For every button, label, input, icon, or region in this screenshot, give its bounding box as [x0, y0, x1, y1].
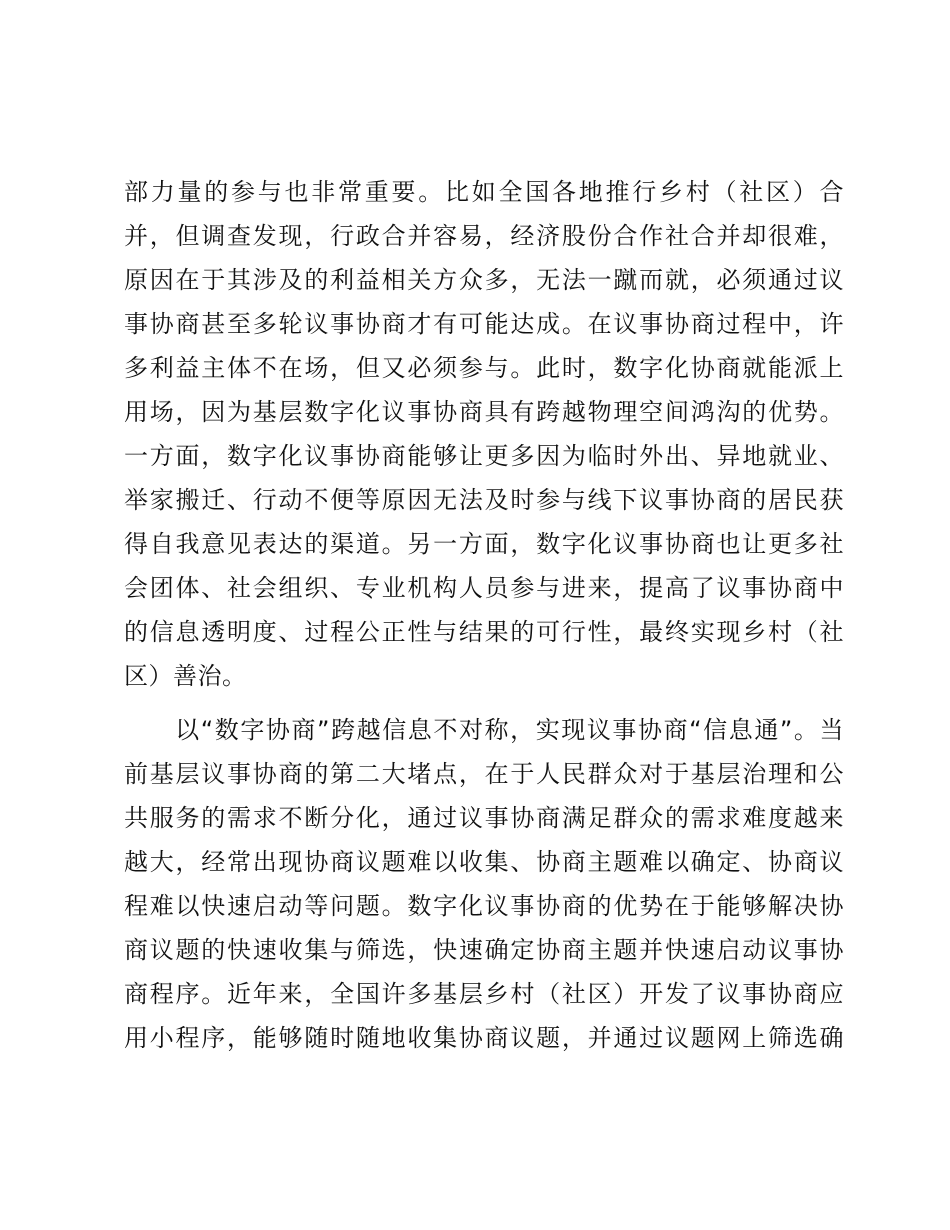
text-line: 得自我意见表达的渠道。另一方面，数字化议事协商也让更多社 — [124, 530, 844, 558]
text-line: 用场，因为基层数字化议事协商具有跨越物理空间鸿沟的优势。 — [124, 398, 844, 426]
text-line: 以“数字协商”跨越信息不对称，实现议事协商“信息通”。当 — [124, 716, 844, 744]
text-line: 越大，经常出现协商议题难以收集、协商主题难以确定、协商议 — [124, 848, 844, 876]
text-line: 部力量的参与也非常重要。比如全国各地推行乡村（社区）合 — [124, 178, 844, 206]
text-line: 多利益主体不在场，但又必须参与。此时，数字化协商就能派上 — [124, 354, 844, 382]
text-line: 共服务的需求不断分化，通过议事协商满足群众的需求难度越来 — [124, 804, 844, 832]
text-line: 一方面，数字化议事协商能够让更多因为临时外出、异地就业、 — [124, 442, 844, 470]
text-line: 会团体、社会组织、专业机构人员参与进来，提高了议事协商中 — [124, 574, 844, 602]
paragraph-1 — [124, 170, 844, 698]
text-line: 原因在于其涉及的利益相关方众多，无法一蹴而就，必须通过议 — [124, 266, 844, 294]
text-line: 并，但调查发现，行政合并容易，经济股份合作社合并却很难， — [124, 222, 844, 250]
text-line: 商程序。近年来，全国许多基层乡村（社区）开发了议事协商应 — [124, 980, 844, 1008]
text-line: 事协商甚至多轮议事协商才有可能达成。在议事协商过程中，许 — [124, 310, 844, 338]
text-line: 前基层议事协商的第二大堵点，在于人民群众对于基层治理和公 — [124, 760, 844, 788]
text-line: 商议题的快速收集与筛选，快速确定协商主题并快速启动议事协 — [124, 936, 844, 964]
text-line: 举家搬迁、行动不便等原因无法及时参与线下议事协商的居民获 — [124, 486, 844, 514]
paragraph-spacer — [124, 698, 844, 708]
paragraph-2 — [124, 708, 844, 1060]
text-line: 程难以快速启动等问题。数字化议事协商的优势在于能够解决协 — [124, 892, 844, 920]
text-line: 的信息透明度、过程公正性与结果的可行性，最终实现乡村（社 — [124, 618, 844, 646]
text-line: 区）善治。 — [124, 662, 247, 690]
text-line: 用小程序，能够随时随地收集协商议题，并通过议题网上筛选确 — [124, 1024, 844, 1052]
document-body — [124, 170, 844, 1060]
